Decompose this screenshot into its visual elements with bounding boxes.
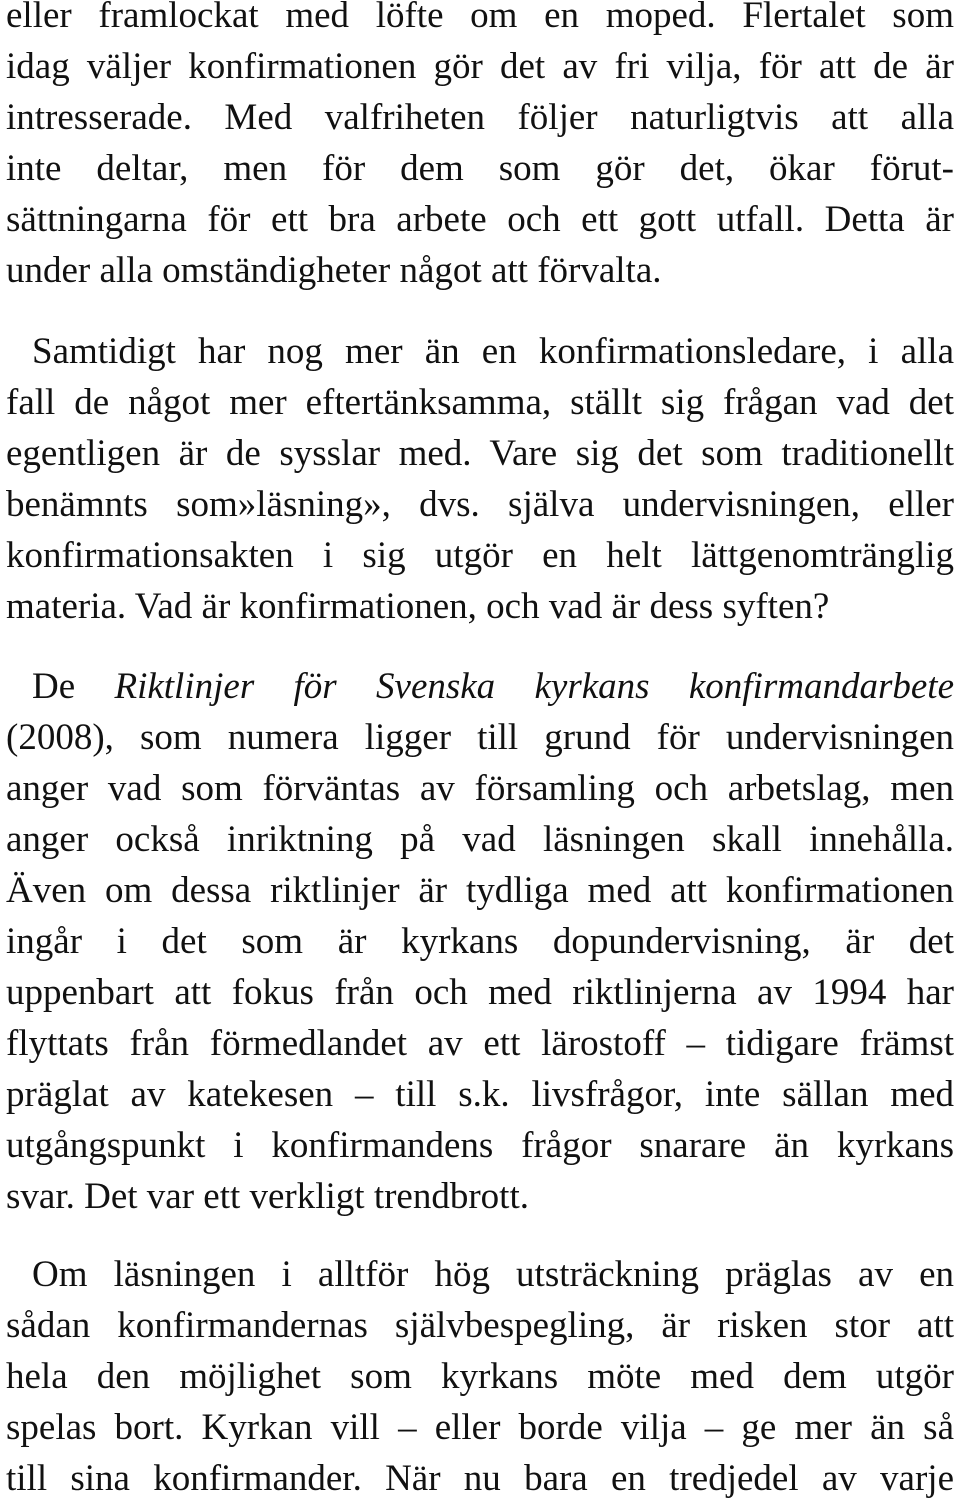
text-line: präglat av katekesen – till s.k. livsfrågor, inte sällan med — [6, 1074, 954, 1115]
text-line: utgångspunkt i konfirmandens frågor snarare än kyrkans — [6, 1125, 954, 1166]
paragraph-4 — [6, 1249, 954, 1504]
text-line: spelas bort. Kyrkan vill – eller borde vilja – ge mer än så — [6, 1407, 954, 1448]
text-before-title: De — [32, 666, 115, 707]
text-line: eller framlockat med löfte om en moped. Flertalet som — [6, 0, 954, 36]
text-line: till sina konfirmander. När nu bara en tredjedel av varje — [6, 1458, 954, 1499]
text-line: intresserade. Med valfriheten följer naturligtvis att alla — [6, 97, 954, 138]
text-line: ingår i det som är kyrkans dopundervisning, är det — [6, 921, 954, 962]
text-line: anger vad som förväntas av församling och arbetslag, men — [6, 768, 954, 809]
text-line: uppenbart att fokus från och med riktlinjerna av 1994 har — [6, 972, 954, 1013]
text-line: svar. Det var ett verkligt trendbrott. — [6, 1176, 529, 1217]
text-line: fall de något mer eftertänksamma, ställt sig frågan vad det — [6, 382, 954, 423]
text-line: inte deltar, men för dem som gör det, ökar förut- — [6, 148, 954, 189]
text-line: Även om dessa riktlinjer är tydliga med att konfirmationen — [6, 870, 954, 911]
document-title-italic: Riktlinjer för Svenska kyrkans konfirmandarbete — [114, 666, 954, 707]
text-line: idag väljer konfirmationen gör det av fri vilja, för att de är — [6, 46, 954, 87]
text-line: (2008), som numera ligger till grund för undervisningen — [6, 717, 954, 758]
text-line-with-title — [6, 661, 954, 712]
text-line: sättningarna för ett bra arbete och ett gott utfall. Detta är — [6, 199, 954, 240]
text-line: flyttats från förmedlandet av ett lärostoff – tidigare främst — [6, 1023, 954, 1064]
paragraph-1 — [6, 0, 954, 296]
text-line: benämnts som»läsning», dvs. själva undervisningen, eller — [6, 484, 954, 525]
text-line: Samtidigt har nog mer än en konfirmationsledare, i alla — [32, 331, 954, 372]
text-line: Om läsningen i alltför hög utsträckning präglas av en — [32, 1254, 954, 1295]
text-line: konfirmationsakten i sig utgör en helt lättgenomtränglig — [6, 535, 954, 576]
paragraph-2 — [6, 326, 954, 632]
text-line: under alla omständigheter något att förvalta. — [6, 250, 662, 291]
text-line: anger också inriktning på vad läsningen skall innehålla. — [6, 819, 954, 860]
text-line: sådan konfirmandernas självbespegling, är risken stor att — [6, 1305, 954, 1346]
text-line: hela den möjlighet som kyrkans möte med dem utgör — [6, 1356, 954, 1397]
text-line: egentligen är de sysslar med. Vare sig det som traditionellt — [6, 433, 954, 474]
paragraph-3 — [6, 661, 954, 1222]
text-line: materia. Vad är konfirmationen, och vad är dess syften? — [6, 586, 830, 627]
